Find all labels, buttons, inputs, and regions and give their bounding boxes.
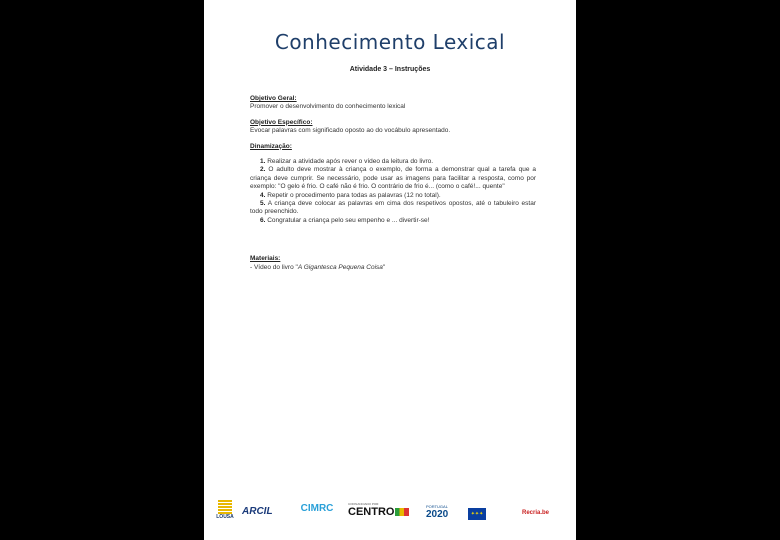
step-item xyxy=(250,217,536,225)
objetivo-geral-heading: Objetivo Geral: xyxy=(250,95,297,102)
portugal-year-text: 2020 xyxy=(426,509,449,520)
document-page xyxy=(204,0,576,540)
portugal2020-logo xyxy=(426,504,448,520)
portugal-pre-text: PORTUGAL xyxy=(426,504,448,509)
step-number: 1. xyxy=(260,158,266,166)
objetivo-especifico-text: Evocar palavras com significado oposto ao do vocábulo apresentado. xyxy=(250,127,451,135)
step-item xyxy=(250,166,536,191)
lousa-logo xyxy=(214,496,236,524)
objetivo-geral-text: Promover o desenvolvimento do conhecimento lexical xyxy=(250,103,406,111)
step-number: 4. xyxy=(260,191,266,199)
objetivo-especifico-heading: Objetivo Específico: xyxy=(250,118,313,126)
lousa-mark-icon xyxy=(218,500,232,514)
document-subtitle: Atividade 3 – Instruções xyxy=(349,66,431,73)
arcil-logo: ARCIL xyxy=(242,506,273,517)
step-number: 2. xyxy=(260,166,266,174)
lousa-logo-text: LOUSA xyxy=(216,514,234,520)
materiais-heading: Materiais: xyxy=(250,255,281,263)
step-item xyxy=(250,158,536,166)
centro-logo xyxy=(348,502,409,518)
centro-main xyxy=(348,506,409,518)
recria-logo: Recria.be xyxy=(522,510,550,516)
step-item xyxy=(250,200,536,217)
dinamizacao-heading: Dinamização: xyxy=(250,142,292,150)
document-body xyxy=(250,95,536,272)
eu-label xyxy=(488,511,510,517)
step-item xyxy=(250,192,536,200)
centro-pre-text: COFINANCIADO POR: xyxy=(348,502,380,506)
document-title: Conhecimento Lexical xyxy=(274,30,506,54)
step-text: A criança deve colocar as palavras em cima dos respetivos opostos, até o tabuleiro estar todo preenchido. xyxy=(250,200,536,216)
step-text: Realizar a atividade após rever o vídeo da leitura do livro. xyxy=(267,158,434,166)
centro-flags-icon xyxy=(395,508,409,516)
step-text: Congratular a criança pelo seu empenho e ... divertir-se! xyxy=(267,216,430,224)
book-title: A Gigantesca Pequena Coisa xyxy=(297,263,383,271)
step-number: 5. xyxy=(260,200,266,208)
step-text: O adulto deve mostrar à criança o exemplo, de forma a demonstrar qual a tarefa que a criança deve cumprir. Se necessário, pode usar as imagens para facilitar a resposta, como por exemplo: "O gelo é frio. O café não é frio. O contrário de frio é... (como o café!... quente" xyxy=(250,166,536,191)
eu-stars-icon: ✦✦✦ xyxy=(470,511,484,517)
materiais-item-prefix: - Vídeo do livro " xyxy=(250,263,298,271)
step-text: Repetir o procedimento para todas as palavras (12 no total). xyxy=(267,191,441,199)
materiais-item-suffix: " xyxy=(382,263,386,271)
cimrc-logo xyxy=(296,496,338,524)
centro-logo-text: CENTRO xyxy=(348,506,395,518)
step-number: 6. xyxy=(260,216,266,224)
cimrc-logo-text: CIMRC xyxy=(300,502,334,514)
eu-flag-icon xyxy=(468,508,486,520)
cimrc-subtext xyxy=(317,514,318,518)
materiais-item xyxy=(250,264,536,272)
sponsor-logos xyxy=(204,496,576,526)
